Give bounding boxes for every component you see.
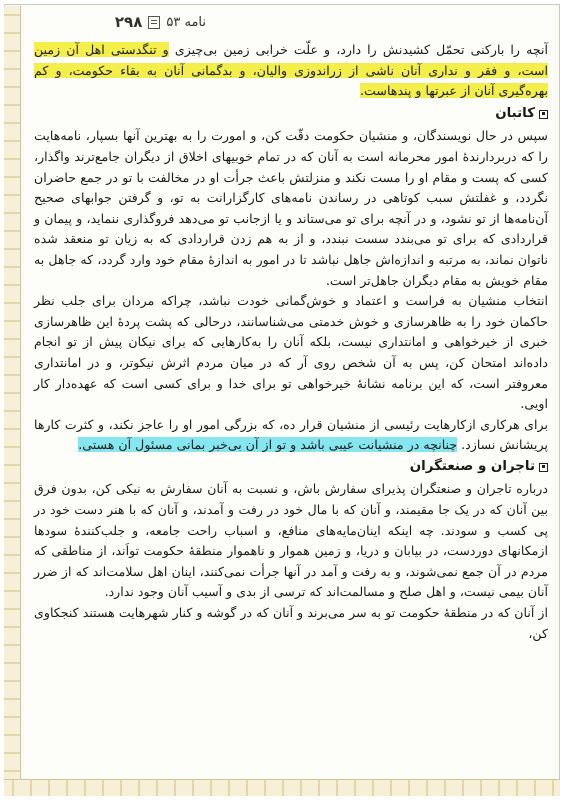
merchants-paragraph-2: از آنان که در منطقۀ حکومت تو به سر می‌برند و آنان که در گوشه و کنار شهرهایت هستند کنجکاوی کن، (34, 605, 548, 641)
kateban-p3-highlight: چنانچه در منشیانت عیبی باشد و تو از آن بی‌خبر بمانی مسئول آن هستی. (78, 437, 458, 453)
kateban-paragraph-3 (34, 415, 548, 456)
intro-paragraph (34, 40, 548, 102)
page-number: ۲۹۸ (114, 13, 143, 31)
section-heading-merchants (34, 457, 548, 478)
ornamental-border-left (4, 6, 21, 792)
section-title-kateban: کاتبان (495, 105, 535, 121)
section-title-merchants: تاجران و صنعتگران (409, 458, 535, 474)
page-header (26, 10, 206, 34)
kateban-paragraph-1: سپس در حال نویسندگان، و منشیان حکومت دقّت کن، و امورت را به بهترین آنها بسپار، نامه‌هایت را که دربردارندۀ امور محرمانه است به آنان که در تمام خوبیهای اخلاق از دیگران جامع‌ترند واگذار، کسی که پست و مقام او را مست نکند و منزلتش باعث جرأت او در مخالفت با تو در جمع حاضران نگردد، و غفلتش سبب کوتاهی در رساندن نامه‌های کارگزارانت به تو، و گرفتن جوابهای صحیح آن‌نامه‌ها از تو نشود، و در آنچه برای تو می‌ستاند و یا ازجانب تو می‌دهد فروگذاری ننماید، و پیمان و قراردادی که برای تو می‌بندد سست نبندد، و از به هم زدن قراردادی که به زیان تو منعقد شده ناتوان نماند، به مرتبه و اندازه‌اش جاهل نباشد تا در امور به اندازۀ مقام خود وارد گردد، که جاهل به مقام خویش به مقام دیگران جاهل‌تر است. (34, 128, 548, 288)
heading-square-icon (539, 110, 548, 119)
intro-text: آنچه را بارکنی تحمّل کشیدنش را دارد، و علّت خرابی زمین بی‌چیزی (168, 42, 548, 57)
intro-highlight: و تنگدستی اهل آن زمین است، و فقر و نداری آنان ناشی از زراندوزی والیان، و بدگمانی آنان به بقاء حکومت، و کم بهره‌گیری آنان از عبرتها و پندهاست. (34, 42, 548, 99)
page-marker-icon (148, 16, 160, 29)
kateban-p3-text: برای هرکاری ازکارهایت رئیسی از منشیان قرار ده، که بزرگی امور او را عاجز نکند، و کثرت کارها پریشانش نسازد. (34, 416, 548, 453)
ornamental-border-bottom (4, 779, 560, 796)
kateban-paragraph-2: انتخاب منشیان به فراست و اعتماد و خوش‌گمانی خودت نباشد، چراکه مردان برای جلب نظر حاکمان خود را به ظاهرسازی و خوش خدمتی می‌شناسانند، درحالی که پشت پردۀ این ظاهرسازی خبری از خیرخواهی و امانتداری نیست، بلکه آنان را به‌کارهایی که برای نیکان پیش از تو انجام داده‌اند امتحان کن، پس به آن شخص روی آر که در میان مردم اثرش نیکوتر، و در امانتداری معروفتر است، که این برنامه نشانۀ خیرخواهی تو برای خدا و برای کسی است که عهده‌دار کار اویی. (34, 293, 548, 412)
merchants-paragraph-1: درباره تاجران و صنعتگران پذیرای سفارش باش، و نسبت به آنان سفارش به نیکی کن، بدون فرق بین آنان که در یک جا مقیمند، و آنان که با مال خود در رفت و آمدند، و آنان که با هنر دست خود در پی کسب و سودند. چه اینکه اینان‌مایه‌های منافع، و اسباب راحت جامعه، و جلب‌کنندۀ سودها ازمکانهای دوردست، در بیابان و دریا، و زمین هموار و ناهموار منطقۀ حکومت تواَند، از مناطقی که مردم در آن جمع نمی‌شوند، و به رفت و آمد در آنها جرأت نمی‌کنند، اینان اهل سلامت‌اند که از ضرر آنان بیمی نیست، و اهل صلح و مسالمت‌اند که ترسی از بدی و آسیب آنان وجود ندارد. (34, 481, 548, 600)
heading-square-icon (539, 463, 548, 472)
document-content (34, 40, 548, 644)
letter-label: نامه ۵۳ (166, 14, 206, 30)
section-heading-kateban (34, 104, 548, 125)
